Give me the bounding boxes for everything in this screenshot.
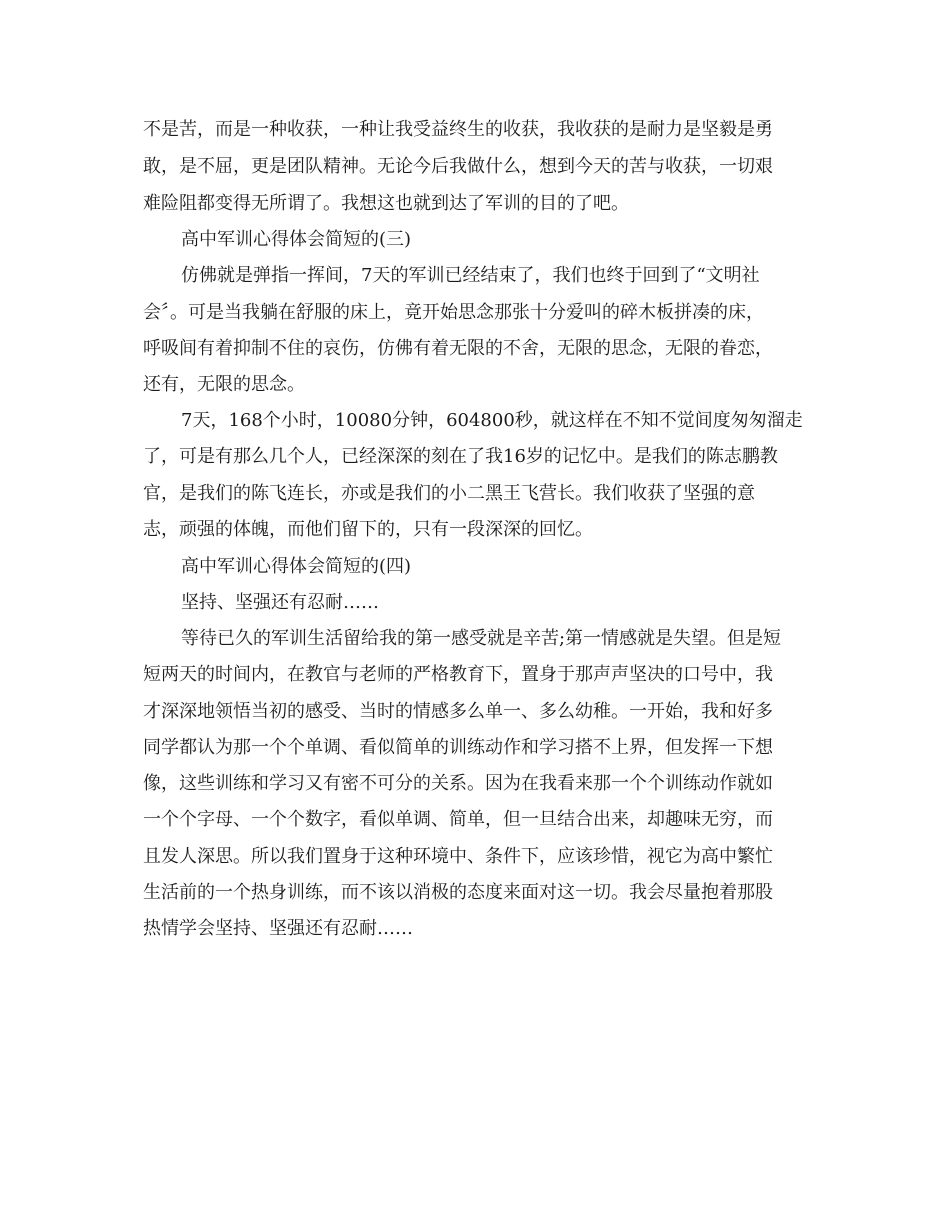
- section-heading: 高中军训心得体会简短的(三): [181, 229, 412, 250]
- text-line: 同学都认为那一个个单调、看似简单的训练动作和学习搭不上界，但发挥一下想: [143, 737, 773, 758]
- text-line: 7天，168个小时，10080分钟，604800秒，就这样在不知不觉间度匆匆溜走: [181, 410, 803, 431]
- text-line: 不是苦，而是一种收获，一种让我受益终生的收获，我收获的是耐力是坚毅是勇: [143, 119, 773, 140]
- text-line: 志，顽强的体魄，而他们留下的，只有一段深深的回忆。: [143, 519, 593, 540]
- text-line: 热情学会坚持、坚强还有忍耐……: [143, 918, 413, 939]
- text-line: 短两天的时间内，在教官与老师的严格教育下，置身于那声声坚决的口号中，我: [143, 664, 773, 685]
- text-line: 一个个字母、一个个数字，看似单调、简单，但一旦结合出来，却趣味无穷，而: [143, 809, 773, 830]
- text-line: 呼吸间有着抑制不住的哀伤，仿佛有着无限的不舍，无限的思念，无限的眷恋，: [143, 338, 773, 359]
- text-line: 敢，是不屈，更是团队精神。无论今后我做什么，想到今天的苦与收获，一切艰: [143, 156, 773, 177]
- text-line: 才深深地领悟当初的感受、当时的情感多么单一、多么幼稚。一开始，我和好多: [143, 701, 773, 722]
- text-line: 还有，无限的思念。: [143, 374, 305, 395]
- text-line: 官，是我们的陈飞连长，亦或是我们的小二黑王飞营长。我们收获了坚强的意: [143, 483, 755, 504]
- section-heading: 高中军训心得体会简短的(四): [181, 556, 412, 577]
- text-line: 等待已久的军训生活留给我的第一感受就是辛苦;第一情感就是失望。但是短: [181, 628, 782, 649]
- text-line: 了，可是有那么几个人，已经深深的刻在了我16岁的记忆中。是我们的陈志鹏教: [143, 446, 778, 467]
- text-line: 会〞。可是当我躺在舒服的床上，竟开始思念那张十分爱叫的碎木板拼凑的床，: [143, 302, 764, 323]
- text-line: 且发人深思。所以我们置身于这种环境中、条件下，应该珍惜，视它为高中繁忙: [143, 846, 773, 867]
- text-line: 仿佛就是弹指一挥间，7天的军训已经结束了，我们也终于回到了“文明社: [181, 265, 760, 286]
- text-line: 像，这些训练和学习又有密不可分的关系。因为在我看来那一个个训练动作就如: [143, 773, 773, 794]
- text-line: 生活前的一个热身训练，而不该以消极的态度来面对这一切。我会尽量抱着那股: [143, 882, 773, 903]
- text-line: 难险阻都变得无所谓了。我想这也就到达了军训的目的了吧。: [143, 193, 629, 214]
- text-line: 坚持、坚强还有忍耐……: [181, 592, 379, 613]
